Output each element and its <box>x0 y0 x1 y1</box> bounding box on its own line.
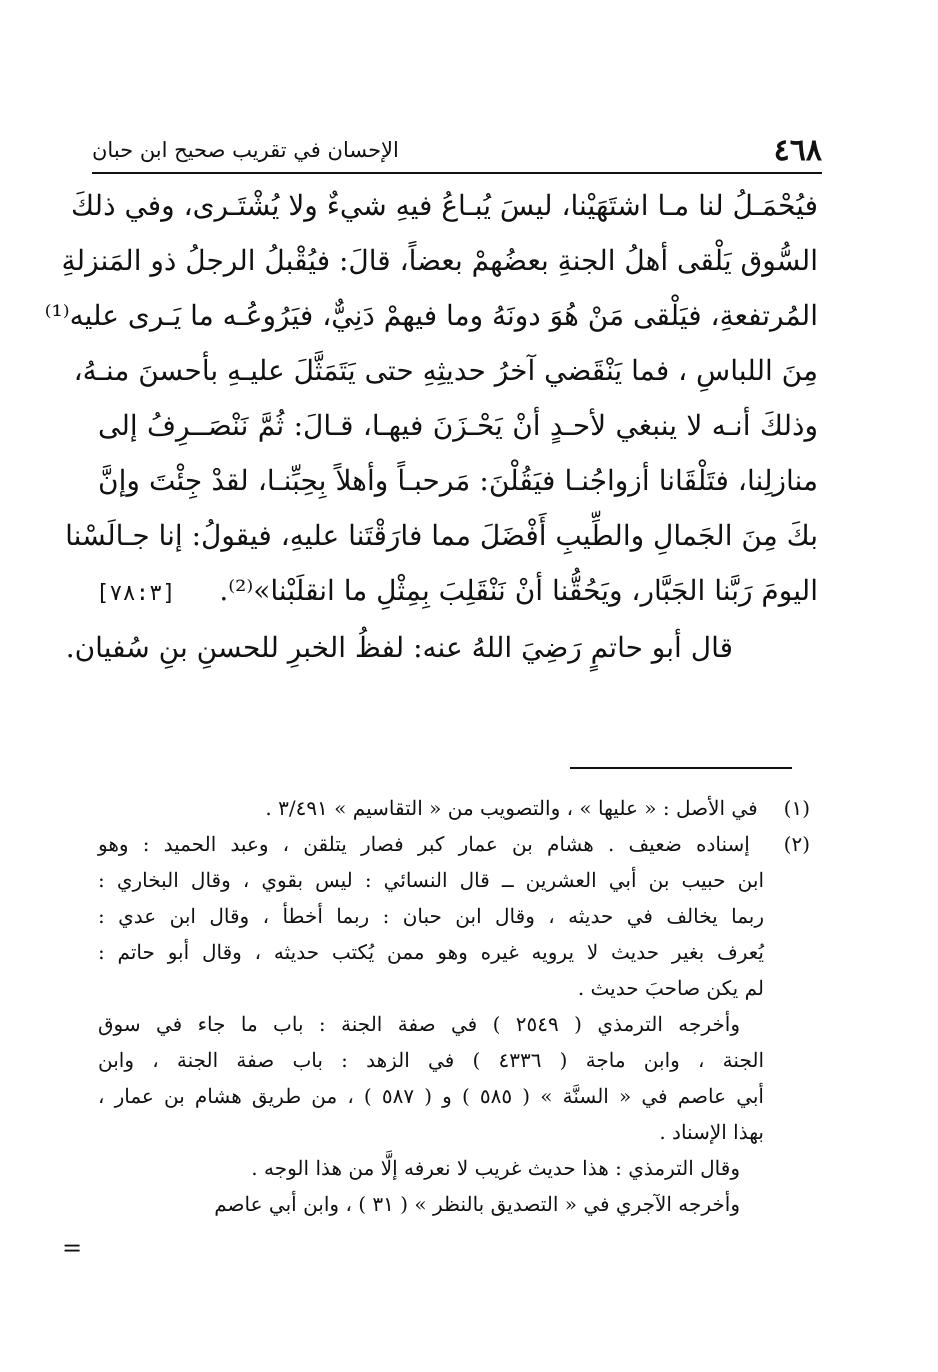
continuation-mark: = <box>62 1234 83 1262</box>
footnote-2 <box>98 826 810 862</box>
main-text <box>44 178 818 618</box>
text-line: مِنَ اللباسِ ، فما يَنْقَضي آخرُ حديثِهِ حتى يَتَمَثَّلَ عليـهِ بأحسنَ منـهُ، <box>73 354 818 387</box>
closing-statement: قال أبو حاتمٍ رَضِيَ اللهُ عنه: لفظُ الخبرِ للحسنِ بنِ سُفيان. <box>65 631 733 664</box>
footnote-text: إسناده ضعيف . هشام بن عمار كبر فصار يتلقن ، وعبد الحميد : وهو <box>98 832 750 856</box>
footnote-marker: (٢) <box>783 832 811 856</box>
footnote-line: ربما يخالف في حديثه ، وقال ابن حبان : ربما أخطأ ، وقال ابن عدي : <box>98 904 764 928</box>
text-line: المُرتفعةِ، فيَلْقى مَنْ هُوَ دونَهُ وما فيهمْ دَنِيٌّ، فيَرُوعُـه ما يَـرى عليه⁽¹⁾ <box>44 299 818 332</box>
text-line: فيُحْمَـلُ لنا مـا اشتَهَيْنا، ليسَ يُبـاعُ فيهِ شيءٌ ولا يُشْتَـرى، وفي ذلكَ <box>70 189 818 222</box>
footnote-line: وقال الترمذي : هذا حديث غريب لا نعرفه إلَّا من هذا الوجه . <box>251 1156 740 1180</box>
page-number: ٤٦٨ <box>773 133 822 168</box>
footnote-line: وأخرجه الآجري في « التصديق بالنظر » ( ٣١ ) ، وابن أبي عاصم <box>214 1192 740 1216</box>
header-rule <box>92 172 822 174</box>
text-line: منازلِنا، فتَلْقَانا أزواجُنـا فيَقُلْنَ: مَرحبـاً وأهلاً بِحِبِّنـا، لقدْ جِئْتَ وإنَّ <box>98 464 818 497</box>
footnote-1 <box>98 790 810 826</box>
footnote-line: ابن حبيب بن أبي العشرين ــ قال النسائي : ليس بقوي ، وقال البخاري : <box>98 868 764 892</box>
footnote-line: أبي عاصم في « السنَّة » ( ٥٨٥ ) و ( ٥٨٧ ) ، من طريق هشام بن عمار ، <box>98 1084 764 1108</box>
footnote-marker: (١) <box>783 796 810 820</box>
footnote-rule <box>570 767 792 769</box>
footnote-text: في الأصل : « عليها » ، والتصويب من « التقاسيم » ٣/٤٩١ . <box>265 796 758 820</box>
footnote-line: يُعرف بغير حديث لا يرويه غيره وهو ممن يُكتب حديثه ، وقال أبو حاتم : <box>98 940 764 964</box>
text-line: وذلكَ أنـه لا ينبغي لأحـدٍ أنْ يَحْـزَنَ فيهـا، قـالَ: ثُمَّ نَنْصَــرِفُ إلى <box>98 409 818 442</box>
footnote-line: وأخرجه الترمذي ( ٢٥٤٩ ) في صفة الجنة : باب ما جاء في سوق <box>98 1012 740 1036</box>
running-title: الإحسان في تقريب صحيح ابن حبان <box>92 138 399 162</box>
footnote-line: الجنة ، وابن ماجة ( ٤٣٣٦ ) في الزهد : باب صفة الجنة ، وابن <box>98 1048 764 1072</box>
text-line: اليومَ رَبَّنا الجَبَّار، ويَحُقُّنا أنْ نَنْقَلِبَ بِمِثْلِ ما انقلَبْنا»⁽²⁾. <box>219 574 818 607</box>
text-line: السُّوق يَلْقى أهلُ الجنةِ بعضُهمْ بعضاً، قالَ: فيُقْبلُ الرجلُ ذو المَنزلةِ <box>61 244 818 277</box>
text-line: بكَ مِنَ الجَمالِ والطِّيبِ أَفْضَلَ مما فارَقْتَنا عليهِ، فيقولُ: إنا جـالَسْنا <box>65 519 818 552</box>
footnotes <box>98 790 810 1222</box>
footnote-line: بهذا الإسناد . <box>659 1120 764 1144</box>
page-header <box>92 128 822 172</box>
footnote-line: لم يكن صاحبَ حديث . <box>577 976 764 1000</box>
hadith-reference: [٧٨:٣] <box>96 581 176 606</box>
